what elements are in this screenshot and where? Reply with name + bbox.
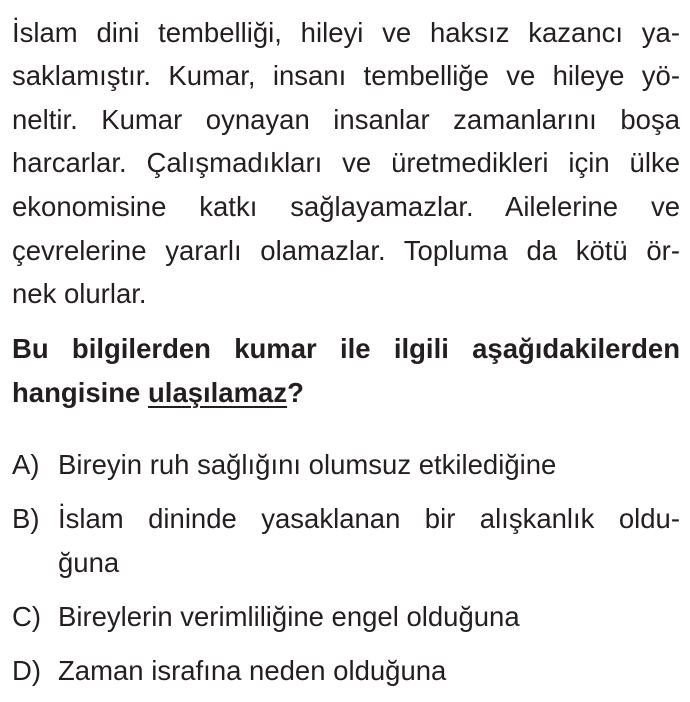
option-letter: C) bbox=[12, 601, 42, 632]
passage-line: çevrelerine yararlı olamazlar. Topluma da kötü ör- bbox=[12, 235, 680, 266]
option-text: İslam dininde yasaklanan bir alışkanlık oldu- bbox=[58, 503, 680, 534]
passage-line: saklamıştır. Kumar, insanı tembelliğe ve hileye yö- bbox=[12, 60, 680, 91]
passage-line: ekonomisine katkı sağlayamazlar. Ailelerine ve bbox=[12, 191, 680, 222]
passage-line: harcarlar. Çalışmadıkları ve üretmedikleri için ülke bbox=[12, 147, 680, 178]
option-text: Bireylerin verimliliğine engel olduğuna bbox=[58, 601, 520, 632]
option-text: Zaman israfına neden olduğuna bbox=[58, 655, 447, 686]
option-text-continued: ğuna bbox=[58, 547, 120, 578]
question-line bbox=[12, 377, 680, 409]
question-line: Bu bilgilerden kumar ile ilgili aşağıdakilerden bbox=[12, 333, 680, 364]
question-mark: ? bbox=[287, 377, 304, 408]
passage-line: İslam dini tembelliği, hileyi ve haksız kazancı ya- bbox=[12, 17, 680, 48]
option-letter: B) bbox=[12, 503, 40, 534]
option-letter: D) bbox=[12, 655, 42, 686]
option-letter: A) bbox=[12, 449, 40, 480]
option-text: Bireyin ruh sağlığını olumsuz etkilediğine bbox=[58, 449, 557, 480]
passage-line: nek olurlar. bbox=[12, 278, 147, 309]
question-prefix: hangisine bbox=[12, 377, 148, 408]
passage-line: neltir. Kumar oynayan insanlar zamanlarını boşa bbox=[12, 104, 680, 135]
negative-keyword: ulaşılamaz bbox=[148, 377, 288, 408]
